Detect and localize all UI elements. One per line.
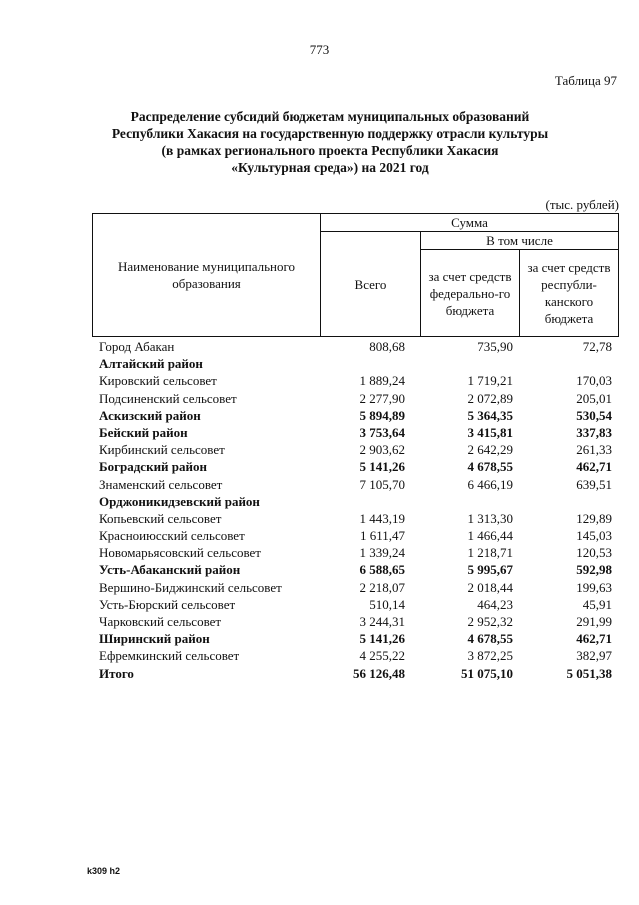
row-federal: 1 719,21 [467, 373, 513, 389]
header-name-column: Наименование муниципального образования [92, 213, 321, 337]
row-total: 5 894,89 [359, 407, 405, 423]
row-name: Город Абакан [99, 339, 175, 354]
row-name: Итого [99, 665, 134, 681]
table-row [92, 510, 619, 527]
row-federal: 3 872,25 [467, 648, 513, 664]
row-republic: 462,71 [576, 631, 612, 647]
table-row [92, 544, 619, 561]
row-federal: 6 466,19 [467, 476, 513, 492]
table-row [92, 390, 619, 407]
row-federal: 2 072,89 [467, 390, 513, 406]
row-name: Новомарьясовский сельсовет [99, 545, 261, 561]
row-republic: 170,03 [576, 373, 612, 389]
row-republic: 530,54 [576, 407, 612, 423]
row-name: Аскизский район [99, 407, 201, 423]
row-name: Усть-Бюрский сельсовет [99, 596, 236, 612]
row-republic: 5 051,38 [566, 665, 612, 681]
row-name: Кирбинский сельсовет [99, 442, 225, 458]
row-republic: 592,98 [576, 562, 612, 578]
table-row [92, 613, 619, 630]
row-republic: 145,03 [576, 528, 612, 544]
row-federal: 1 466,44 [467, 528, 513, 544]
table-row [92, 665, 619, 682]
row-federal: 5 364,35 [467, 407, 513, 423]
table-row [92, 338, 619, 355]
row-federal: 464,23 [477, 596, 513, 612]
row-total: 2 903,62 [359, 442, 405, 458]
table-row [92, 441, 619, 458]
row-name: Кировский сельсовет [99, 373, 217, 389]
table-row [92, 493, 619, 510]
row-federal: 5 995,67 [467, 562, 513, 578]
table-row [92, 647, 619, 664]
title-line: «Культурная среда») на 2021 год [231, 160, 429, 175]
row-total: 56 126,48 [353, 665, 405, 681]
row-total: 3 244,31 [359, 614, 405, 629]
row-total: 1 889,24 [359, 373, 405, 389]
row-total: 808,68 [369, 339, 405, 354]
title-line: (в рамках регионального проекта Республики Хакасия [161, 143, 499, 158]
row-republic: 72,78 [582, 339, 612, 354]
row-total: 1 339,24 [359, 545, 405, 561]
title-line: Распределение субсидий бюджетам муниципальных образований [130, 109, 530, 124]
table-row [92, 407, 619, 424]
table-header [92, 213, 619, 337]
row-total: 1 443,19 [359, 510, 405, 526]
row-total: 6 588,65 [359, 562, 405, 578]
row-name: Подсиненский сельсовет [99, 390, 237, 406]
document-title [60, 108, 600, 176]
header-republic: за счет средств республи-канского бюджета [519, 249, 619, 337]
row-republic: 205,01 [576, 390, 612, 406]
row-federal: 1 218,71 [467, 545, 513, 561]
row-total: 2 277,90 [359, 390, 405, 406]
row-republic: 382,97 [576, 648, 612, 664]
row-name: Красноиюсский сельсовет [99, 528, 245, 544]
row-republic: 462,71 [576, 459, 612, 475]
row-federal: 4 678,55 [467, 459, 513, 475]
row-name: Чарковский сельсовет [99, 614, 222, 629]
table-row [92, 527, 619, 544]
row-republic: 291,99 [576, 614, 612, 629]
row-federal: 4 678,55 [467, 631, 513, 647]
row-federal: 2 642,29 [467, 442, 513, 458]
row-total: 5 141,26 [359, 459, 405, 475]
table-row [92, 630, 619, 647]
row-republic: 120,53 [576, 545, 612, 561]
row-name: Ширинский район [99, 631, 210, 647]
page-number: 773 [309, 42, 330, 57]
row-name: Бейский район [99, 424, 188, 440]
table-row [92, 579, 619, 596]
row-republic: 639,51 [576, 476, 612, 492]
row-republic: 261,33 [576, 442, 612, 458]
table-row [92, 355, 619, 372]
table-row [92, 372, 619, 389]
header-federal: за счет средств федерально-го бюджета [420, 249, 520, 337]
row-republic: 337,83 [576, 424, 612, 440]
row-name: Знаменский сельсовет [99, 476, 223, 492]
header-sum: Сумма [320, 213, 619, 232]
row-federal: 2 018,44 [467, 579, 513, 595]
row-total: 3 753,64 [359, 424, 405, 440]
row-name: Алтайский район [99, 356, 203, 372]
row-federal: 735,90 [477, 339, 513, 354]
table-body [92, 338, 619, 682]
row-name: Орджоникидзевский район [99, 493, 260, 509]
row-total: 510,14 [369, 596, 405, 612]
row-republic: 129,89 [576, 510, 612, 526]
row-name: Вершино-Биджинский сельсовет [99, 579, 282, 595]
row-federal: 2 952,32 [467, 614, 513, 629]
table-row [92, 561, 619, 578]
header-total: Всего [320, 231, 421, 337]
footer-code: k309 h2 [87, 866, 121, 876]
table-label: Таблица 97 [554, 73, 617, 88]
table-row [92, 424, 619, 441]
row-name: Усть-Абаканский район [99, 562, 241, 578]
row-name: Боградский район [99, 459, 208, 475]
header-including: В том числе [420, 231, 619, 250]
row-republic: 199,63 [576, 579, 612, 595]
table-row [92, 458, 619, 475]
row-name: Копьевский сельсовет [99, 510, 222, 526]
units-label: (тыс. рублей) [545, 197, 619, 212]
row-total: 2 218,07 [359, 579, 405, 595]
row-federal: 3 415,81 [467, 424, 513, 440]
row-total: 5 141,26 [359, 631, 405, 647]
row-name: Ефремкинский сельсовет [99, 648, 240, 664]
row-federal: 51 075,10 [461, 665, 513, 681]
row-total: 7 105,70 [359, 476, 405, 492]
row-total: 1 611,47 [359, 528, 405, 544]
table-row [92, 476, 619, 493]
row-total: 4 255,22 [359, 648, 405, 664]
row-federal: 1 313,30 [467, 510, 513, 526]
title-line: Республики Хакасия на государственную поддержку отрасли культуры [111, 126, 549, 141]
row-republic: 45,91 [582, 596, 612, 612]
table-row [92, 596, 619, 613]
